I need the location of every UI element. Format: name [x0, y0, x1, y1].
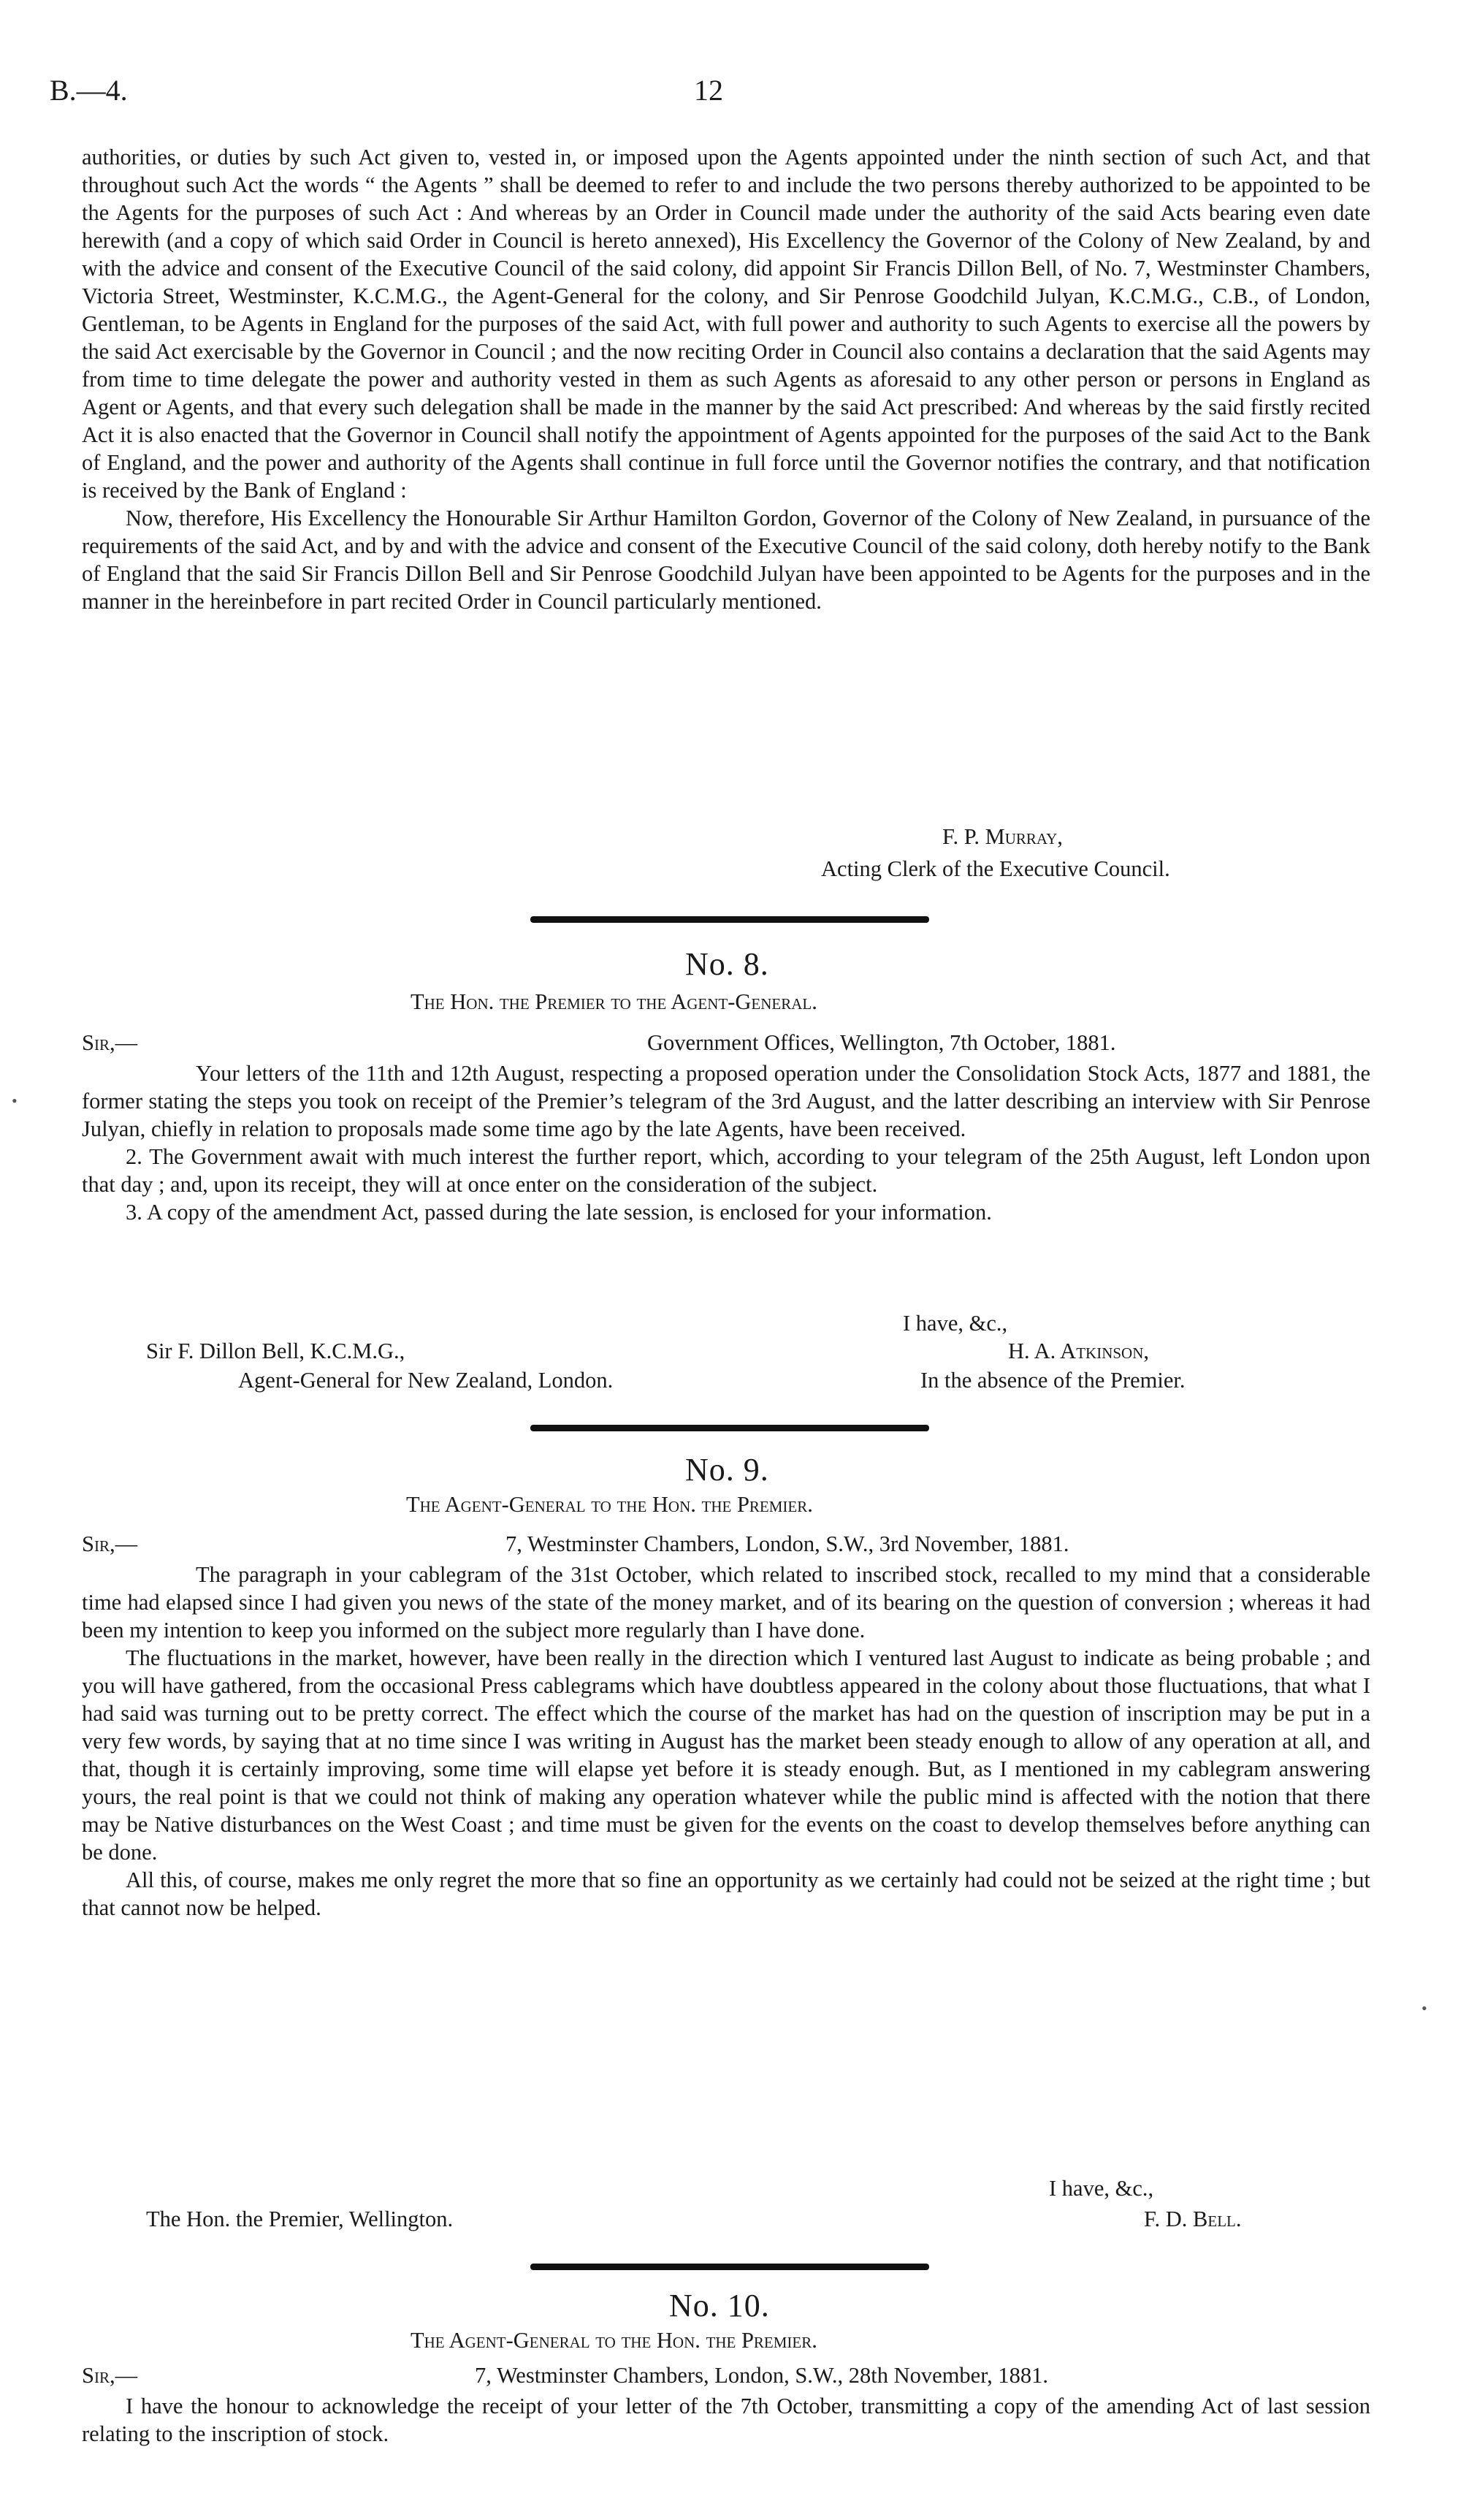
letter-paragraph-3: 3. A copy of the amendment Act, passed during the late session, is enclosed for your information. [126, 1200, 992, 1225]
letter-body [82, 2392, 1370, 2448]
print-mark-dot: • [12, 1092, 18, 1110]
letter-body [82, 1059, 1370, 1226]
letter-paragraph-1: Your letters of the 11th and 12th August, respecting a proposed operation under the Consolidation Stock Acts, 1877 and 1881, the former stating the steps you took on receipt of the Premier’s telegram of the 3rd August, and the latter describing an interview with Sir Penrose Julyan, chiefly in relation to proposals made some time ago by the late Agents, have been received. [82, 1061, 1370, 1141]
salutation: Sir,— [82, 1531, 138, 1556]
section-divider [530, 916, 929, 923]
salutation: Sir,— [82, 2363, 138, 2388]
signatory-title: Acting Clerk of the Executive Council. [821, 856, 1170, 881]
letter-paragraph-2: The fluctuations in the market, however, have been really in the direction which I ventured last August to indicate as being probable ; and you will have gathered, from the occasional Press cablegrams which have doubtless appeared in the colony about those fluctuations, that what I had said was turning out to be pretty correct. The effect which the course of the market has had on the question of inscription may be put in a very few words, by saying that at no time since I was writing in August has the market been steady enough to allow of any operation at all, and that, though it is certainly improving, some time will elapse yet before it is steady enough. But, as I mentioned in my cablegram answering yours, the real point is that we could not think of making any operation whatever while the public mind is affected with the notion that there may be Native disturbances on the West Coast ; and time must be given for the events on the coast to develop themselves before anything can be done. [82, 1645, 1370, 1865]
letter-closing: I have, &c., [903, 1311, 1008, 1336]
letter-recipient: Sir F. Dillon Bell, K.C.M.G., [146, 1339, 405, 1363]
letter-signer-title: In the absence of the Premier. [920, 1368, 1186, 1393]
letter-signer: H. A. Atkinson, [1008, 1339, 1149, 1363]
section-divider [530, 2264, 929, 2270]
document-heading: The Hon. the Premier to the Agent-General. [411, 989, 817, 1014]
letter-paragraph-1: The paragraph in your cablegram of the 31st October, which related to inscribed stock, recalled to my mind that a considerable time had elapsed since I had given you news of the state of the money market, and of its bearing on the question of conversion ; whereas it had been my intention to keep you informed on the subject more regularly than I have done. [82, 1562, 1370, 1642]
print-mark-dot: • [1421, 1999, 1427, 2017]
letter-address: Government Offices, Wellington, 7th October, 1881. [647, 1030, 1116, 1055]
letter-address: 7, Westminster Chambers, London, S.W., 28th November, 1881. [475, 2363, 1049, 2388]
document-reference: B.—4. [50, 74, 128, 107]
continuation-paragraph-1: authorities, or duties by such Act given to, vested in, or imposed upon the Agents appointed under the ninth section of such Act, and that throughout such Act the words “ the Agents ” shall be deemed to refer to and include the two persons thereby authorized to be appointed to be the Agents for the purposes of such Act : And whereas by an Order in Council made under the authority of the said Acts bearing even date herewith (and a copy of which said Order in Council is hereto annexed), His Excellency the Governor of the Colony of New Zealand, by and with the advice and consent of the Executive Council of the said colony, did appoint Sir Francis Dillon Bell, of No. 7, Westminster Chambers, Victoria Street, Westminster, K.C.M.G., the Agent-General for the colony, and Sir Penrose Goodchild Julyan, K.C.M.G., C.B., of London, Gentleman, to be Agents in England for the purposes of the said Act, with full power and authority to such Agents to exercise all the powers by the said Act exercisable by the Governor in Council ; and the now reciting Order in Council also contains a declaration that the said Agents may from time to time delegate the power and authority vested in them as such Agents as aforesaid to any other person or persons in England as Agent or Agents, and that every such delegation shall be made in the manner by the said Act prescribed: And whereas by the said firstly recited Act it is also enacted that the Governor in Council shall notify the appointment of Agents appointed for the purposes of the said Act to the Bank of England, and the power and authority of the Agents shall continue in full force until the Governor notifies the contrary, and that notification is received by the Bank of England : [82, 145, 1370, 503]
signatory-name: F. P. Murray, [942, 824, 1063, 849]
page-number: 12 [694, 74, 723, 107]
salutation: Sir,— [82, 1030, 138, 1055]
document-heading: The Agent-General to the Hon. the Premier. [406, 1492, 813, 1517]
letter-closing: I have, &c., [1049, 2176, 1154, 2201]
document-heading: The Agent-General to the Hon. the Premier. [411, 2328, 817, 2353]
letter-paragraph-2: 2. The Government await with much interest the further report, which, according to your telegram of the 25th August, left London upon that day ; and, upon its receipt, they will at once enter on the consideration of the subject. [82, 1144, 1370, 1197]
document-number: No. 10. [669, 2288, 770, 2323]
document-number: No. 9. [685, 1452, 769, 1488]
letter-recipient-title: Agent-General for New Zealand, London. [238, 1368, 614, 1393]
letter-signer: F. D. Bell. [1144, 2207, 1242, 2231]
continuation-text [82, 143, 1370, 615]
letter-body [82, 1561, 1370, 1922]
letter-paragraph-1: I have the honour to acknowledge the receipt of your letter of the 7th October, transmitting a copy of the amending Act of last session relating to the inscription of stock. [82, 2394, 1370, 2446]
letter-recipient: The Hon. the Premier, Wellington. [146, 2207, 454, 2231]
continuation-paragraph-2: Now, therefore, His Excellency the Honourable Sir Arthur Hamilton Gordon, Governor of the Colony of New Zealand, in pursuance of the requirements of the said Act, and by and with the advice and consent of the Executive Council of the said colony, doth hereby notify to the Bank of England that the said Sir Francis Dillon Bell and Sir Penrose Goodchild Julyan have been appointed to be Agents for the purposes and in the manner in the hereinbefore in part recited Order in Council particularly mentioned. [82, 506, 1370, 614]
letter-address: 7, Westminster Chambers, London, S.W., 3rd November, 1881. [505, 1531, 1069, 1556]
section-divider [530, 1425, 929, 1431]
letter-paragraph-3: All this, of course, makes me only regret the more that so fine an opportunity as we certainly had could not be seized at the right time ; but that cannot now be helped. [82, 1868, 1370, 1920]
document-number: No. 8. [685, 946, 769, 982]
